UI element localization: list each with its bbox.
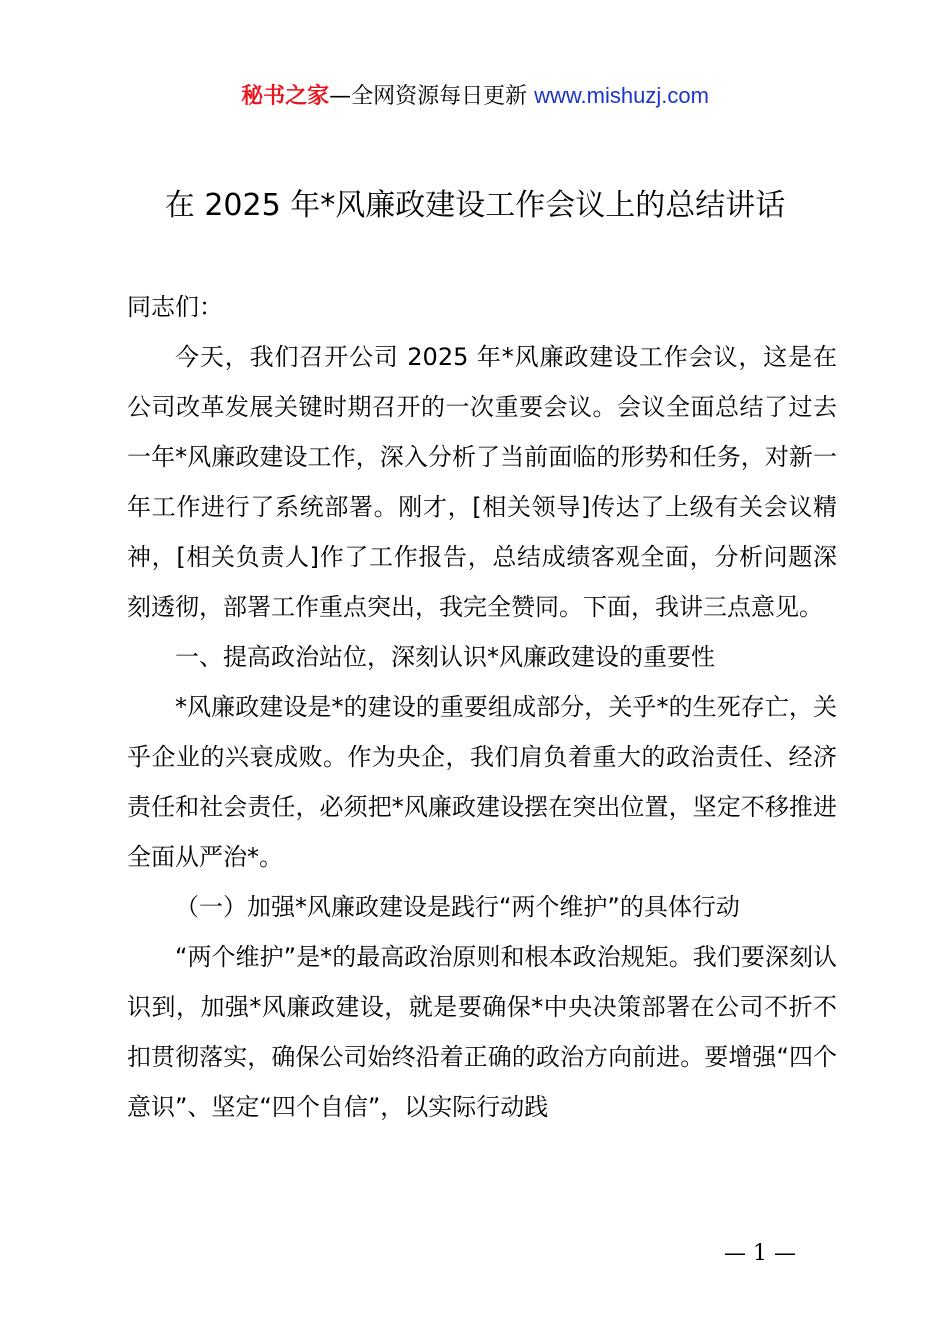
section-heading-1: 一、提高政治站位，深刻认识*风廉政建设的重要性 [175, 643, 715, 671]
site-tagline: —全网资源每日更新 [329, 84, 535, 109]
salutation: 同志们： [127, 293, 223, 321]
site-brand: 秘书之家 [241, 84, 330, 109]
paragraph-subsection-1: “两个维护”是*的最高政治原则和根本政治规矩。我们要深刻认识到，加强*风廉政建设，就是要确保*中央决策部署在公司不折不扣贯彻落实，确保公司始终沿着正确的政治方向前进。要增强“四个意识”、坚定“四个自信”，以实际行动践 [127, 943, 837, 1121]
paragraph-section-1: *风廉政建设是*的建设的重要组成部分，关乎*的生死存亡，关乎企业的兴衰成败。作为央企，我们肩负着重大的政治责任、经济责任和社会责任，必须把*风廉政建设摆在突出位置，坚定不移推进全面从严治*。 [127, 693, 837, 871]
site-header [0, 80, 950, 113]
document-title: 在 2025 年*风廉政建设工作会议上的总结讲话 [164, 188, 786, 223]
site-url[interactable]: www.mishuzj.com [534, 83, 709, 108]
page-number: — 1 — [724, 1241, 796, 1266]
subsection-heading-1: （一）加强*风廉政建设是践行“两个维护”的具体行动 [175, 893, 740, 921]
document-body [127, 282, 837, 1132]
paragraph-intro: 今天，我们召开公司 2025 年*风廉政建设工作会议，这是在公司改革发展关键时期召开的一次重要会议。会议全面总结了过去一年*风廉政建设工作，深入分析了当前面临的形势和任务，对新一年工作进行了系统部署。刚才，[相关领导]传达了上级有关会议精神，[相关负责人]作了工作报告，总结成绩客观全面，分析问题深刻透彻，部署工作重点突出，我完全赞同。下面，我讲三点意见。 [127, 343, 837, 621]
